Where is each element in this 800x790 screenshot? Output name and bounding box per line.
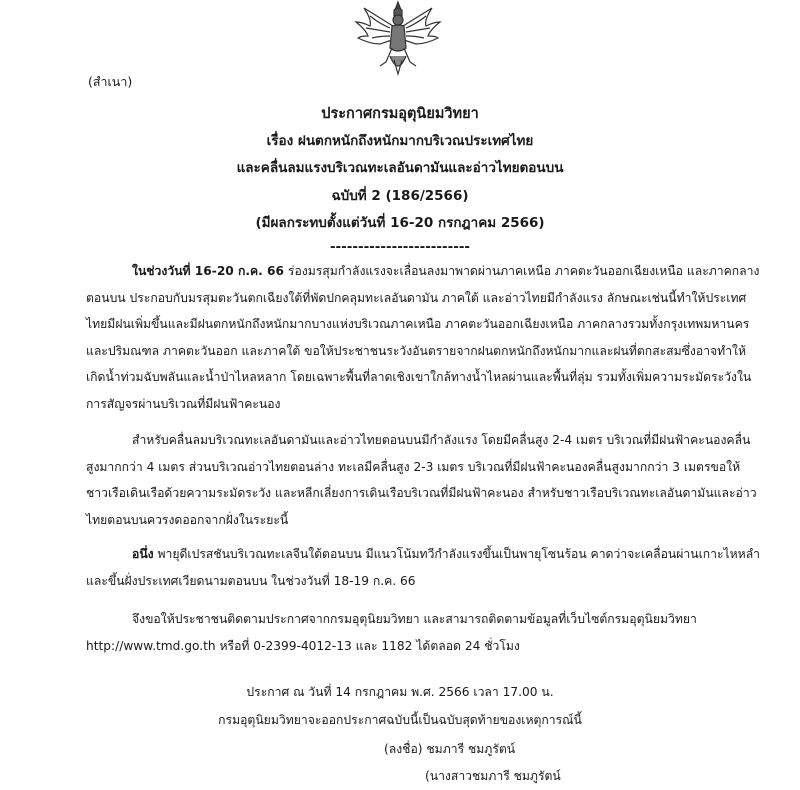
subject-line-1: เรื่อง ฝนตกหนักถึงหนักมากบริเวณประเทศไทย bbox=[266, 133, 534, 149]
paragraph-line: ไทยตอนบนควรงดออกจากฝั่งในระยะนี้ bbox=[86, 512, 289, 527]
paragraph-lead: ในช่วงวันที่ 16-20 ก.ค. 66 bbox=[132, 264, 285, 278]
effective-dates: (มีผลกระทบตั้งแต่วันที่ 16-20 กรกฎาคม 2566) bbox=[255, 215, 545, 231]
paragraph-line: และขึ้นฝั่งประเทศเวียดนามตอนบน ในช่วงวันที่ 18-19 ก.ค. 66 bbox=[86, 573, 416, 588]
paragraph-lead: อนึ่ง bbox=[132, 547, 154, 561]
garuda-emblem-icon bbox=[350, 0, 446, 78]
paragraph-contact bbox=[86, 606, 730, 659]
paragraph-line: สูงมากกว่า 4 เมตร ส่วนบริเวณอ่าวไทยตอนล่าง ทะเลมีคลื่นสูง 2-3 เมตร บริเวณที่มีฝนฟ้าคะนองคลื่นสูงมากกว่า 3 เมตรขอให้ bbox=[86, 459, 741, 474]
paragraph-line: จึงขอให้ประชาชนติดตามประกาศจากกรมอุตุนิยมวิทยา และสามารถติดตามข้อมูลที่เว็บไซต์กรมอุตุนิยมวิทยา bbox=[132, 612, 697, 626]
issue-number: ฉบับที่ 2 (186/2566) bbox=[331, 188, 469, 204]
paragraph-line: อนึ่ง พายุดีเปรสชันบริเวณทะเลจีนใต้ตอนบน มีแนวโน้มทวีกำลังแรงขึ้นเป็นพายุโซนร้อน คาดว่าจะเคลื่อนผ่านเกาะไหหลำ bbox=[132, 547, 761, 561]
paragraph-waves bbox=[86, 427, 757, 533]
separator-line: ------------------------- bbox=[329, 239, 471, 255]
subject-line-2: และคลื่นลมแรงบริเวณทะเลอันดามันและอ่าวไทยตอนบน bbox=[236, 160, 564, 176]
announcement-date: ประกาศ ณ วันที่ 14 กรกฎาคม พ.ศ. 2566 เวลา 17.00 น. bbox=[246, 685, 554, 699]
paragraph-line: ตอนบน ประกอบกับมรสุมตะวันตกเฉียงใต้ที่พัดปกคลุมทะเลอันดามัน ภาคใต้ และอ่าวไทยมีกำลังแรง ลักษณะเช่นนี้ทำให้ประเทศ bbox=[86, 290, 747, 305]
paragraph-monsoon bbox=[86, 258, 760, 417]
paragraph-line: และปริมณฑล ภาคตะวันออก และภาคใต้ ขอให้ประชาชนระวังอันตรายจากฝนตกหนักถึงหนักมากและฝนที่ตกสะสมซึ่งอาจทำให้ bbox=[86, 343, 747, 358]
contact-line: http://www.tmd.go.th หรือที่ 0-2399-4012-13 และ 1182 ได้ตลอด 24 ชั่วโมง bbox=[86, 638, 520, 653]
signatory-name: (นางสาวชมภารี ชมภูรัตน์ bbox=[425, 769, 561, 783]
announcement-title: ประกาศกรมอุตุนิยมวิทยา bbox=[321, 106, 479, 122]
copy-label: (สำเนา) bbox=[88, 74, 133, 89]
paragraph-line: ในช่วงวันที่ 16-20 ก.ค. 66 ร่องมรสุมกำลังแรงจะเลื่อนลงมาพาดผ่านภาคเหนือ ภาคตะวันออกเฉียงเหนือ และภาคกลาง bbox=[132, 264, 760, 278]
paragraph-depression bbox=[86, 541, 761, 594]
final-note: กรมอุตุนิยมวิทยาจะออกประกาศฉบับนี้เป็นฉบับสุดท้ายของเหตุการณ์นี้ bbox=[218, 713, 582, 727]
paragraph-line: ไทยมีฝนเพิ่มขึ้นและมีฝนตกหนักถึงหนักมากบางแห่งบริเวณภาคเหนือ ภาคตะวันออกเฉียงเหนือ ภาคกลางรวมทั้งกรุงเทพมหานคร bbox=[86, 317, 750, 331]
paragraph-line: สำหรับคลื่นลมบริเวณทะเลอันดามันและอ่าวไทยตอนบนมีกำลังแรง โดยมีคลื่นสูง 2-4 เมตร บริเวณที่มีฝนฟ้าคะนองคลื่น bbox=[132, 433, 751, 447]
paragraph-line: เกิดน้ำท่วมฉับพลันและน้ำป่าไหลหลาก โดยเฉพาะพื้นที่ลาดเชิงเขาใกล้ทางน้ำไหลผ่านและพื้นที่ลุ่ม รวมทั้งเพิ่มความระมัดระวังใน bbox=[86, 370, 752, 384]
signature-line: (ลงชื่อ) ชมภารี ชมภูรัตน์ bbox=[384, 742, 516, 756]
paragraph-line: การสัญจรผ่านบริเวณที่มีฝนฟ้าคะนอง bbox=[86, 396, 281, 411]
paragraph-line: ชาวเรือเดินเรือด้วยความระมัดระวัง และหลีกเลี่ยงการเดินเรือบริเวณที่มีฝนฟ้าคะนอง สำหรับชาวเรือบริเวณทะเลอันดามันและอ่าว bbox=[86, 486, 757, 500]
